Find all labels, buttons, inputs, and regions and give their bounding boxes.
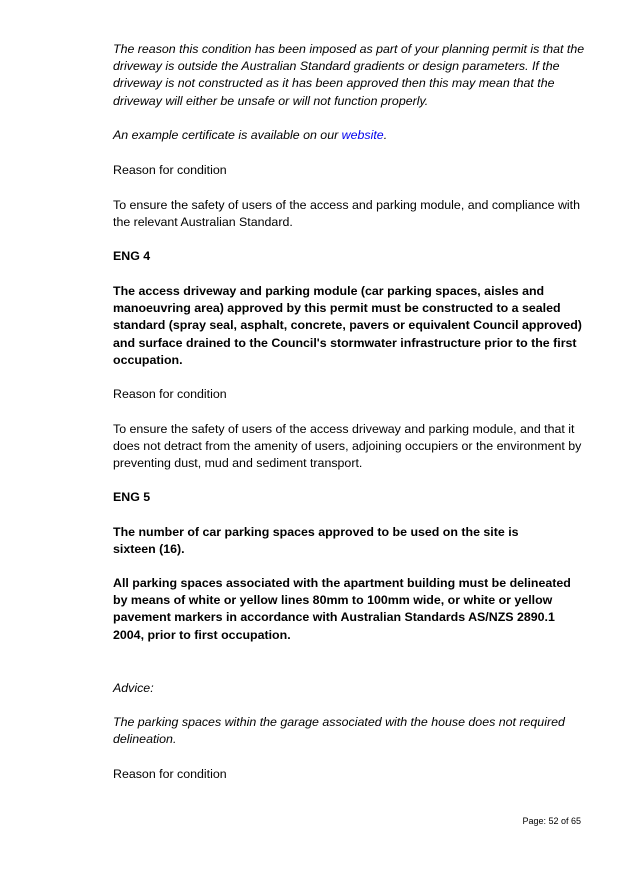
reason-heading-2: Reason for condition	[113, 387, 227, 401]
eng5-condition-text-1: The number of car parking spaces approved to be used on the site is sixteen (16).	[113, 525, 519, 557]
certificate-paragraph	[113, 127, 588, 144]
reason-text-2: To ensure the safety of users of the access driveway and parking module, and that it does not detract from the amenity of users, adjoining occupiers or the environment by preventing dust, mud and sediment transport.	[113, 422, 582, 471]
eng5-condition-text-2: All parking spaces associated with the apartment building must be delineated by means of white or yellow lines 80mm to 100mm wide, or white or yellow pavement markers in accordance with Australian Standards AS/NZS 2890.1 2004, prior to first occupation.	[113, 576, 571, 642]
reason-heading-3: Reason for condition	[113, 767, 227, 781]
reason-heading-1: Reason for condition	[113, 163, 227, 177]
certificate-suffix: .	[383, 128, 388, 142]
website-link[interactable]: website	[341, 128, 384, 142]
page-number: Page: 52 of 65	[522, 816, 581, 826]
advice-heading: Advice:	[113, 681, 154, 695]
reason-text-1: To ensure the safety of users of the access and parking module, and compliance with the relevant Australian Standard.	[113, 198, 580, 230]
reason-explanation-paragraph: The reason this condition has been imposed as part of your planning permit is that the driveway is outside the Australian Standard gradients or design parameters. If the driveway is not constructed as it has been approved then this may mean that the driveway will either be unsafe or will not function properly.	[113, 42, 585, 108]
certificate-prefix: An example certificate is available on our	[113, 128, 342, 142]
eng5-heading: ENG 5	[113, 490, 151, 504]
eng4-heading: ENG 4	[113, 249, 151, 263]
advice-text: The parking spaces within the garage associated with the house does not required delineation.	[113, 715, 565, 747]
eng4-condition-text: The access driveway and parking module (car parking spaces, aisles and manoeuvring area) approved by this permit must be constructed to a sealed standard (spray seal, asphalt, concrete, pavers or equivalent Council approved) and surface drained to the Council's stormwater infrastructure prior to the first occupation.	[113, 284, 582, 367]
